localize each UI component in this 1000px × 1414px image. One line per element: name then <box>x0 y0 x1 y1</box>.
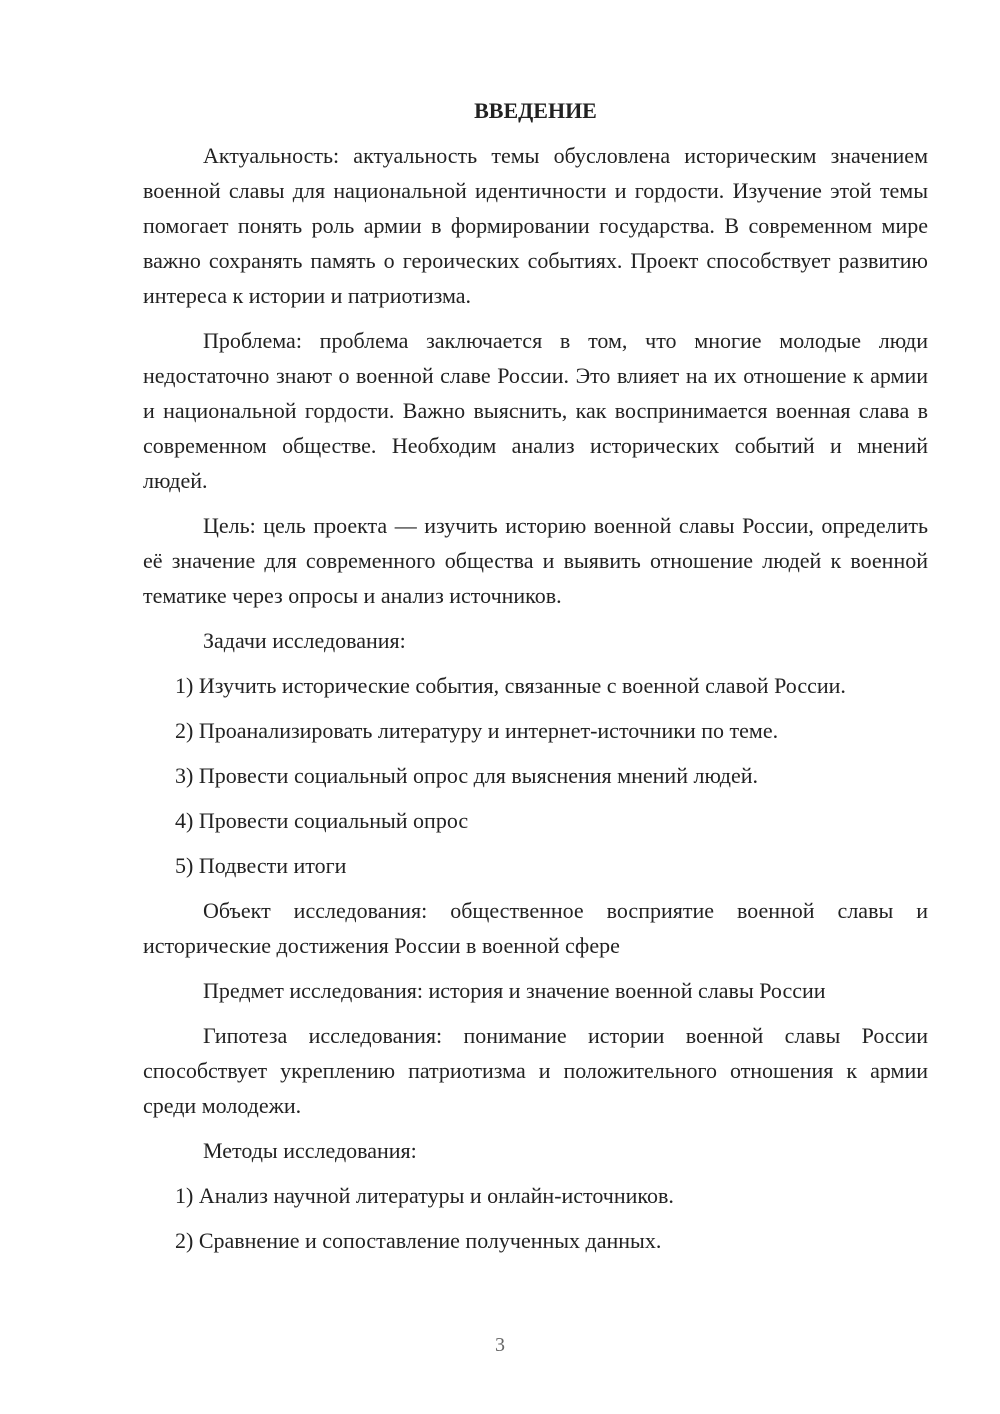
relevance-paragraph: Актуальность: актуальность темы обусловлена историческим значением военной славы для национальной идентичности и гордости. Изучение этой темы помогает понять роль армии в формировании государства. В современном мире важно сохранять память о героических событиях. Проект способствует развитию интереса к истории и патриотизма. <box>143 143 928 308</box>
page-number: 3 <box>495 1334 505 1356</box>
task-item: 2) Проанализировать литературу и интернет-источники по теме. <box>175 718 779 743</box>
task-item: 4) Провести социальный опрос <box>175 808 469 833</box>
tasks-heading: Задачи исследования: <box>203 628 406 653</box>
page-title: ВВЕДЕНИЕ <box>474 98 597 123</box>
goal-paragraph: Цель: цель проекта — изучить историю военной славы России, определить её значение для современного общества и выявить отношение людей к военной тематике через опросы и анализ источников. <box>143 513 928 608</box>
document-page <box>143 96 928 1268</box>
task-item: 3) Провести социальный опрос для выяснения мнений людей. <box>175 763 758 788</box>
hypothesis-paragraph: Гипотеза исследования: понимание истории военной славы России способствует укреплению патриотизма и положительного отношения к армии среди молодежи. <box>143 1023 928 1118</box>
task-item: 5) Подвести итоги <box>175 853 347 878</box>
subject-paragraph: Предмет исследования: история и значение военной славы России <box>203 978 826 1003</box>
task-item: 1) Изучить исторические события, связанные с военной славой России. <box>175 673 846 698</box>
method-item: 2) Сравнение и сопоставление полученных данных. <box>175 1228 662 1253</box>
problem-paragraph: Проблема: проблема заключается в том, что многие молодые люди недостаточно знают о военной славе России. Это влияет на их отношение к армии и национальной гордости. Важно выяснить, как воспринимается военная слава в современном обществе. Необходим анализ исторических событий и мнений людей. <box>143 328 928 493</box>
object-paragraph: Объект исследования: общественное восприятие военной славы и исторические достижения России в военной сфере <box>143 898 928 958</box>
methods-heading: Методы исследования: <box>203 1138 417 1163</box>
method-item: 1) Анализ научной литературы и онлайн-источников. <box>175 1183 674 1208</box>
